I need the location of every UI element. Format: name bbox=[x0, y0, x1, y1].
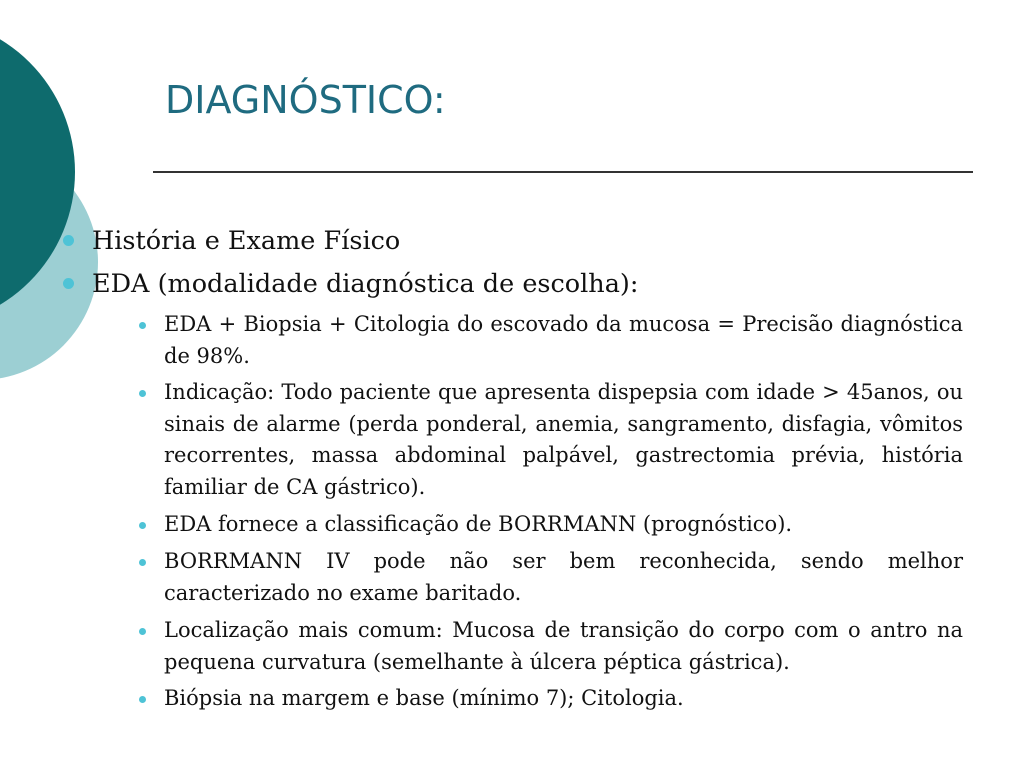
bullet-dot-icon bbox=[139, 390, 146, 397]
bullet-item bbox=[92, 225, 964, 257]
sub-bullet-text: BORRMANN IV pode não ser bem reconhecida, sendo melhor caracterizado no exame baritado. bbox=[164, 549, 963, 605]
sub-bullet-item bbox=[164, 615, 963, 678]
sub-bullet-item bbox=[164, 546, 963, 609]
sub-bullet-text: EDA + Biopsia + Citologia do escovado da mucosa = Precisão diagnóstica de 98%. bbox=[164, 312, 963, 368]
bullet-dot-icon bbox=[63, 235, 74, 246]
bullet-text: EDA (modalidade diagnóstica de escolha): bbox=[92, 269, 639, 299]
bullet-text: História e Exame Físico bbox=[92, 226, 401, 256]
sub-bullet-item bbox=[164, 683, 963, 715]
bullet-dot-icon bbox=[139, 696, 146, 703]
slide-title: DIAGNÓSTICO: bbox=[165, 78, 446, 122]
bullet-dot-icon bbox=[139, 559, 146, 566]
bullet-dot-icon bbox=[139, 322, 146, 329]
sub-bullet-item bbox=[164, 309, 963, 372]
sub-bullet-text: Biópsia na margem e base (mínimo 7); Citologia. bbox=[164, 686, 684, 710]
sub-bullet-text: Localização mais comum: Mucosa de transição do corpo com o antro na pequena curvatura (semelhante à úlcera péptica gástrica). bbox=[164, 618, 963, 674]
bullet-item bbox=[92, 268, 964, 300]
sub-bullet-item bbox=[164, 509, 963, 541]
bullet-dot-icon bbox=[63, 278, 74, 289]
sub-bullet-text: EDA fornece a classificação de BORRMANN (prognóstico). bbox=[164, 512, 793, 536]
bullet-dot-icon bbox=[139, 522, 146, 529]
sub-bullet-text: Indicação: Todo paciente que apresenta dispepsia com idade > 45anos, ou sinais de alarme (perda ponderal, anemia, sangramento, disfagia, vômitos recorrentes, massa abdominal palpável, gastrectomia prévia, história familiar de CA gástrico). bbox=[164, 380, 963, 499]
sub-bullet-item bbox=[164, 377, 963, 503]
bullet-dot-icon bbox=[139, 628, 146, 635]
title-underline bbox=[153, 171, 973, 173]
decorative-circles bbox=[0, 0, 120, 420]
